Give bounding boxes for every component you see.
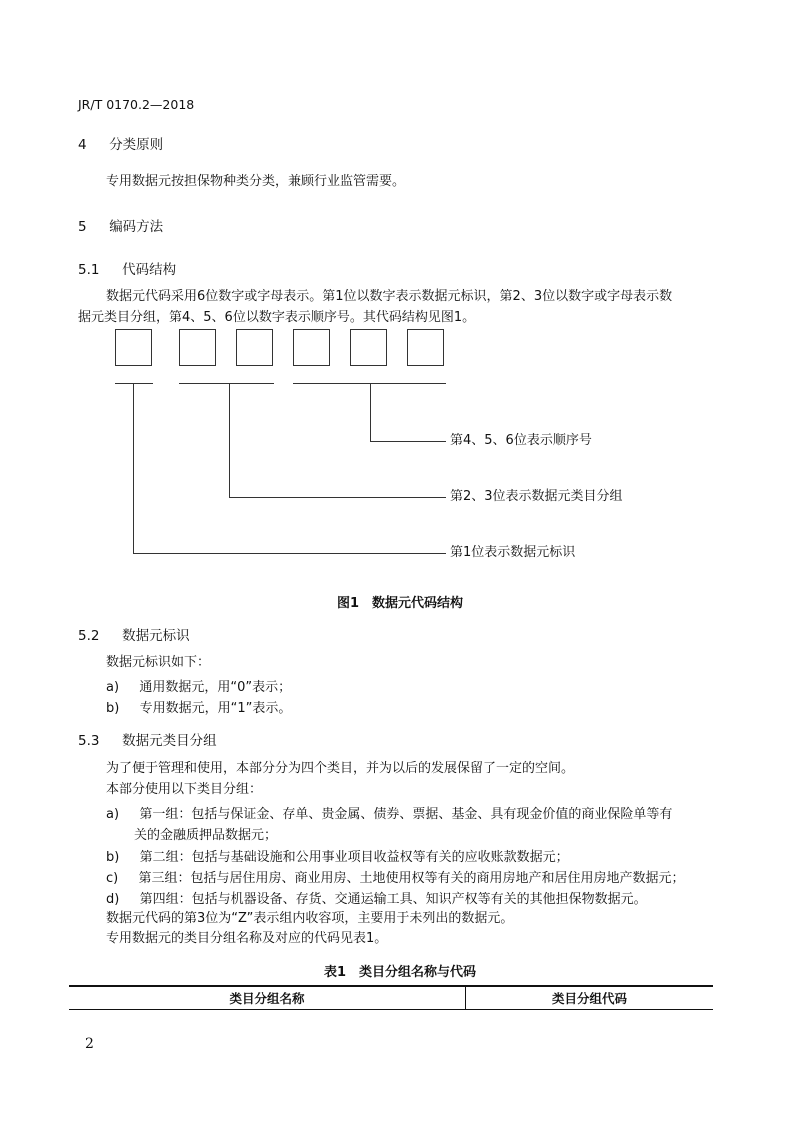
list-item-continuation: 关的金融质押品数据元； xyxy=(134,828,278,843)
list-item-text: 第三组：包括与居住用房、商业用房、土地使用权等有关的商用房地产和居住用房地产数据元； xyxy=(138,871,685,886)
section-5-3-note-2: 专用数据元的类目分组名称及对应的代码见表1。 xyxy=(106,931,388,946)
list-item xyxy=(106,676,291,695)
section-5-2-intro: 数据元标识如下： xyxy=(106,655,211,670)
list-item xyxy=(106,846,569,865)
section-5-3-title: 数据元类目分组 xyxy=(122,733,217,749)
section-5-3-intro-2: 本部分使用以下类目分组： xyxy=(106,782,263,797)
flag-label: 第1位表示数据元标识 xyxy=(450,545,576,560)
list-item-text: 第二组：包括与基础设施和公用事业项目收益权等有关的应收账款数据元； xyxy=(139,850,569,865)
list-item-text: 通用数据元，用“0”表示； xyxy=(139,680,292,695)
list-item-marker: b) xyxy=(106,850,120,865)
list-item-text: 专用数据元，用“1”表示。 xyxy=(139,701,292,716)
list-item-text: 第一组：包括与保证金、存单、贵金属、债券、票据、基金、具有现金价值的商业保险单等有 xyxy=(139,807,673,822)
table-header-cell-name: 类目分组名称 xyxy=(69,987,466,1009)
section-5-3-number: 5.3 xyxy=(78,733,100,749)
group-label: 第2、3位表示数据元类目分组 xyxy=(450,489,623,504)
list-item-marker: c) xyxy=(106,871,119,886)
section-5-2-number: 5.2 xyxy=(78,628,100,644)
section-5-1-number: 5.1 xyxy=(78,262,100,278)
table-1-caption: 表1 类目分组名称与代码 xyxy=(323,965,477,980)
section-4-number: 4 xyxy=(78,137,87,153)
list-item xyxy=(106,867,685,886)
list-item-marker: d) xyxy=(106,892,120,907)
figure-1-caption: 图1 数据元代码结构 xyxy=(336,596,464,611)
list-item-marker: a) xyxy=(106,680,120,695)
section-5-3-intro-1: 为了便于管理和使用，本部分分为四个类目，并为以后的发展保留了一定的空间。 xyxy=(106,761,575,776)
section-4-title: 分类原则 xyxy=(109,137,164,153)
section-5-3-heading xyxy=(78,729,217,749)
section-5-number: 5 xyxy=(78,219,87,235)
list-item xyxy=(106,803,672,822)
group-connector xyxy=(230,384,447,498)
page-number: 2 xyxy=(85,1036,94,1052)
flag-connector xyxy=(134,384,447,554)
section-5-title: 编码方法 xyxy=(109,219,164,235)
list-item xyxy=(106,888,647,907)
list-item-marker: b) xyxy=(106,701,120,716)
document-id: JR/T 0170.2—2018 xyxy=(78,97,195,112)
seq-label: 第4、5、6位表示顺序号 xyxy=(450,433,592,448)
table-header-cell-code: 类目分组代码 xyxy=(551,991,627,1006)
section-5-1-title: 代码结构 xyxy=(122,262,177,278)
section-5-2-title: 数据元标识 xyxy=(122,628,190,644)
section-5-3-note-1: 数据元代码的第3位为“Z”表示组内收容项，主要用于未列出的数据元。 xyxy=(106,911,514,926)
list-item xyxy=(106,697,291,716)
section-5-1-text-line2: 据元类目分组，第4、5、6位以数字表示顺序号。其代码结构见图1。 xyxy=(78,310,476,325)
section-5-2-heading xyxy=(78,624,190,644)
list-item-text: 第四组：包括与机器设备、存货、交通运输工具、知识产权等有关的其他担保物数据元。 xyxy=(139,892,647,907)
section-4-text: 专用数据元按担保物种类分类，兼顾行业监管需要。 xyxy=(106,174,406,189)
seq-connector xyxy=(371,384,447,442)
section-5-1-text-line1: 数据元代码采用6位数字或字母表示。第1位以数字表示数据元标识，第2、3位以数字或字母表示数 xyxy=(106,289,673,304)
list-item-marker: a) xyxy=(106,807,120,822)
table-1-header-row xyxy=(69,985,713,1010)
